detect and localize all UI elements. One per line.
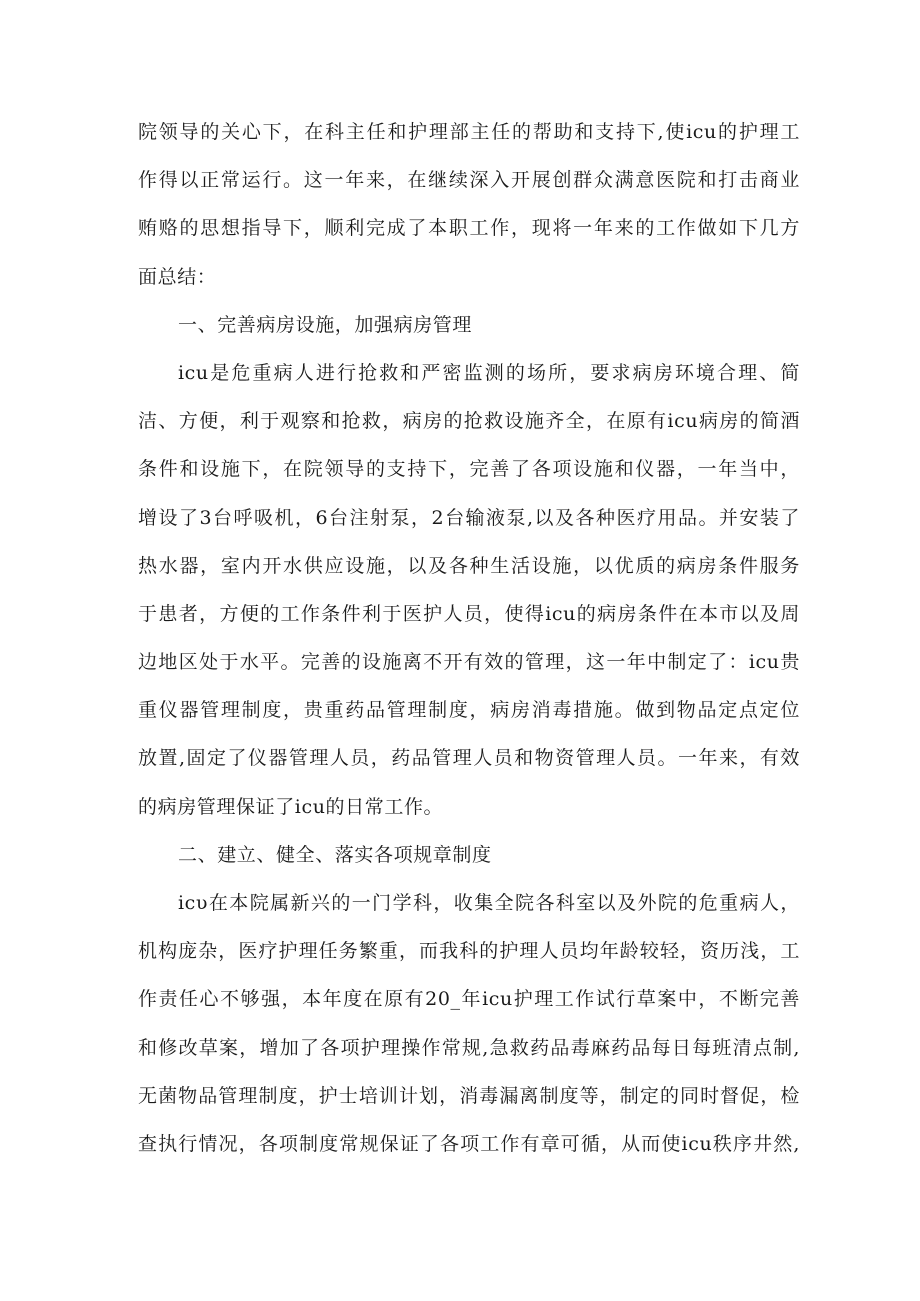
section-heading-2: 二、建立、健全、落实各项规章制度 bbox=[178, 843, 492, 866]
body-line: 洁、方便，利于观察和抢救，病房的抢救设施齐全，在原有icu病房的简酒 bbox=[138, 410, 800, 433]
body-line: 无菌物品管理制度，护士培训计划，消毒漏离制度等，制定的同时督促，检 bbox=[138, 1084, 800, 1107]
body-line: 条件和设施下，在院领导的支持下，完善了各项设施和仪器，一年当中， bbox=[138, 458, 800, 481]
body-line: 增设了3台呼吸机，6台注射泵，2台输液泵,以及各种医疗用品。并安装了 bbox=[138, 506, 800, 529]
body-line: 于患者，方便的工作条件利于医护人员，使得icu的病房条件在本市以及周 bbox=[138, 602, 800, 625]
body-line: 作责任心不够强，本年度在原有20_年icu护理工作试行草案中，不断完善 bbox=[138, 988, 800, 1011]
body-line: 重仪器管理制度，贵重药品管理制度，病房消毒措施。做到物品定点定位 bbox=[138, 699, 800, 722]
body-line: 作得以正常运行。这一年来，在继续深入开展创群众满意医院和打击商业 bbox=[138, 169, 800, 192]
body-line: 院领导的关心下，在科主任和护理部主任的帮助和支持下,使icu的护理工 bbox=[138, 121, 800, 143]
body-line: 和修改草案，增加了各项护理操作常规,急救药品毒麻药品每日每班清点制, bbox=[138, 1036, 800, 1059]
body-line: 机构庞杂，医疗护理任务繁重，而我科的护理人员均年龄较轻，资历浅，工 bbox=[138, 940, 800, 963]
section-heading-1: 一、完善病房设施，加强病房管理 bbox=[178, 313, 473, 336]
document-body bbox=[138, 108, 800, 1168]
body-line: 热水器，室内开水供应设施，以及各种生活设施，以优质的病房条件服务 bbox=[138, 554, 800, 577]
body-line: 边地区处于水平。完善的设施离不开有效的管理，这一年中制定了：icu贵 bbox=[138, 651, 800, 674]
body-line: 放置,固定了仪器管理人员，药品管理人员和物资管理人员。一年来，有效 bbox=[138, 747, 800, 770]
body-line: 贿赂的思想指导下，顺利完成了本职工作，现将一年来的工作做如下几方 bbox=[138, 217, 800, 240]
body-line: 查执行情况，各项制度常规保证了各项工作有章可循，从而使icu秩序井然, bbox=[138, 1132, 800, 1155]
body-line: icu是危重病人进行抢救和严密监测的场所，要求病房环境合理、简 bbox=[178, 361, 800, 384]
body-line: 面总结： bbox=[138, 265, 217, 288]
body-line: 的病房管理保证了icu的日常工作。 bbox=[138, 795, 444, 818]
body-line: icυ在本院属新兴的一门学科，收集全院各科室以及外院的危重病人， bbox=[178, 892, 800, 914]
